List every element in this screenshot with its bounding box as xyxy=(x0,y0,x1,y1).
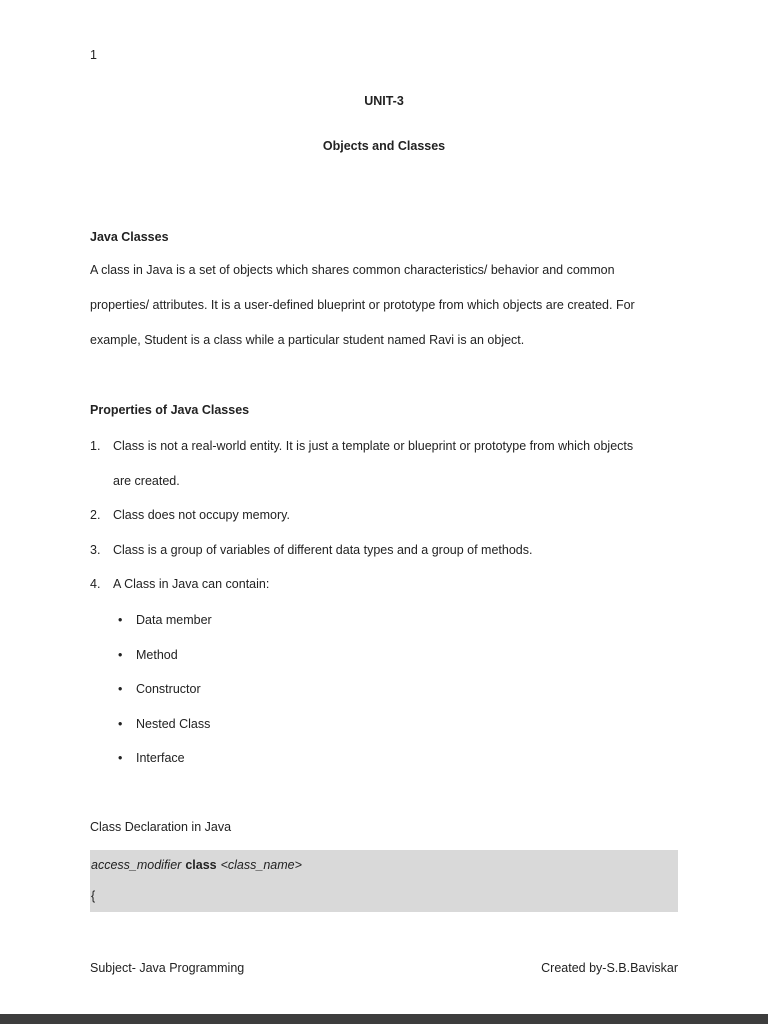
footer-author: Created by-S.B.Baviskar xyxy=(541,961,678,975)
list-item-text: Class is a group of variables of different data types and a group of methods. xyxy=(113,542,533,557)
code-line-declaration xyxy=(91,850,678,881)
paragraph-line: properties/ attributes. It is a user-defined blueprint or prototype from which objects are created. For xyxy=(90,298,635,312)
bullet-marker: • xyxy=(118,613,123,627)
list-item-number: 4. xyxy=(90,577,101,591)
list-item-number: 2. xyxy=(90,508,101,522)
section-heading-java-classes: Java Classes xyxy=(90,230,169,244)
declaration-label: Class Declaration in Java xyxy=(90,820,232,834)
section-heading-properties: Properties of Java Classes xyxy=(90,403,250,417)
code-class-name: <class_name> xyxy=(220,858,302,872)
java-classes-paragraph xyxy=(90,253,690,358)
list-item-text: A Class in Java can contain: xyxy=(113,577,270,591)
bullet-text: Data member xyxy=(136,613,212,627)
list-item-number: 1. xyxy=(90,439,101,453)
footer-subject: Subject- Java Programming xyxy=(90,961,245,975)
list-item-text: Class is not a real-world entity. It is just a template or blueprint or prototype from which objects are created. xyxy=(113,439,634,488)
list-item xyxy=(90,533,690,568)
bullet-item xyxy=(118,672,212,707)
chapter-title: Objects and Classes xyxy=(322,139,446,153)
bullet-text: Constructor xyxy=(136,682,201,696)
list-item xyxy=(90,567,690,602)
page-number: 1 xyxy=(90,48,97,62)
paragraph-line: A class in Java is a set of objects which shares common characteristics/ behavior and common xyxy=(90,263,615,277)
bullet-text: Nested Class xyxy=(136,716,211,731)
bullet-item xyxy=(118,638,212,673)
paragraph-line: example, Student is a class while a particular student named Ravi is an object. xyxy=(90,333,525,347)
bullet-marker: • xyxy=(118,647,123,662)
list-item xyxy=(90,429,690,498)
code-access-modifier: access_modifier xyxy=(91,858,182,872)
bullet-marker: • xyxy=(118,716,123,731)
bullet-marker: • xyxy=(118,682,123,696)
code-line-open-brace: { xyxy=(91,889,96,903)
properties-numbered-list xyxy=(90,429,690,602)
unit-title: UNIT-3 xyxy=(364,94,404,108)
bullet-item xyxy=(118,707,212,742)
bullet-item xyxy=(118,603,212,638)
viewer-bottom-edge xyxy=(0,1014,768,1024)
bullet-text: Method xyxy=(136,647,178,662)
bullet-item xyxy=(118,741,212,776)
bullet-text: Interface xyxy=(136,751,185,765)
code-block xyxy=(90,850,678,912)
page-footer xyxy=(90,958,678,978)
bullet-marker: • xyxy=(118,751,123,765)
code-class-keyword: class xyxy=(185,858,217,872)
list-item-text: Class does not occupy memory. xyxy=(113,508,290,522)
class-contents-bullet-list xyxy=(118,603,212,776)
list-item-number: 3. xyxy=(90,542,101,557)
list-item xyxy=(90,498,690,533)
